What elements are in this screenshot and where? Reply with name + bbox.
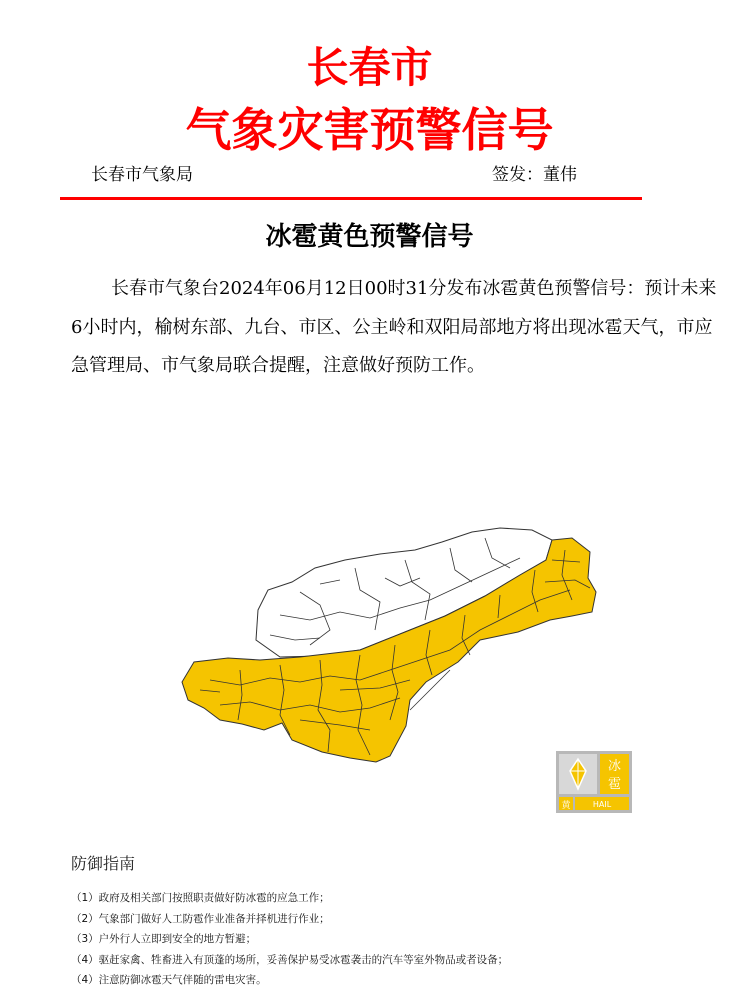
hail-yellow-badge: [556, 751, 632, 813]
guide-list: [71, 888, 508, 991]
issuing-agency: 长春市气象局: [91, 165, 193, 185]
guide-item: （3）户外行人立即到安全的地方暂避；: [71, 933, 257, 945]
red-divider: [60, 197, 642, 200]
badge-corner-text: 黄: [561, 801, 571, 811]
warning-area-map: [180, 520, 610, 765]
signal-body: 长春市气象台2024年06月12日00时31分发布冰雹黄色预警信号：预计未来6小时内，榆树东部、九台、市区、公主岭和双阳局部地方将出现冰雹天气，市应急管理局、市气象局联合提醒，注意做好预防工作。: [71, 278, 717, 376]
badge-label-en: HAIL: [592, 800, 612, 809]
guide-item: （4）驱赶家禽、牲畜进入有顶蓬的场所，妥善保护易受冰雹袭击的汽车等室外物品或者设备；: [71, 953, 509, 966]
badge-char-1: 冰: [607, 759, 622, 774]
title-city: 长春市: [306, 43, 433, 92]
guide-title: 防御指南: [71, 854, 136, 873]
badge-char-2: 雹: [607, 777, 622, 792]
signer: 签发：董伟: [492, 165, 577, 185]
guide-item: （1）政府及相关部门按照职责做好防冰雹的应急工作；: [71, 892, 330, 904]
signal-title: 冰雹黄色预警信号: [265, 222, 474, 252]
guide-item: （2）气象部门做好人工防雹作业准备并择机进行作业；: [71, 912, 330, 925]
guide-item: （4）注意防御冰雹天气伴随的雷电灾害。: [71, 974, 267, 986]
title-warning-signal: 气象灾害预警信号: [185, 103, 554, 157]
